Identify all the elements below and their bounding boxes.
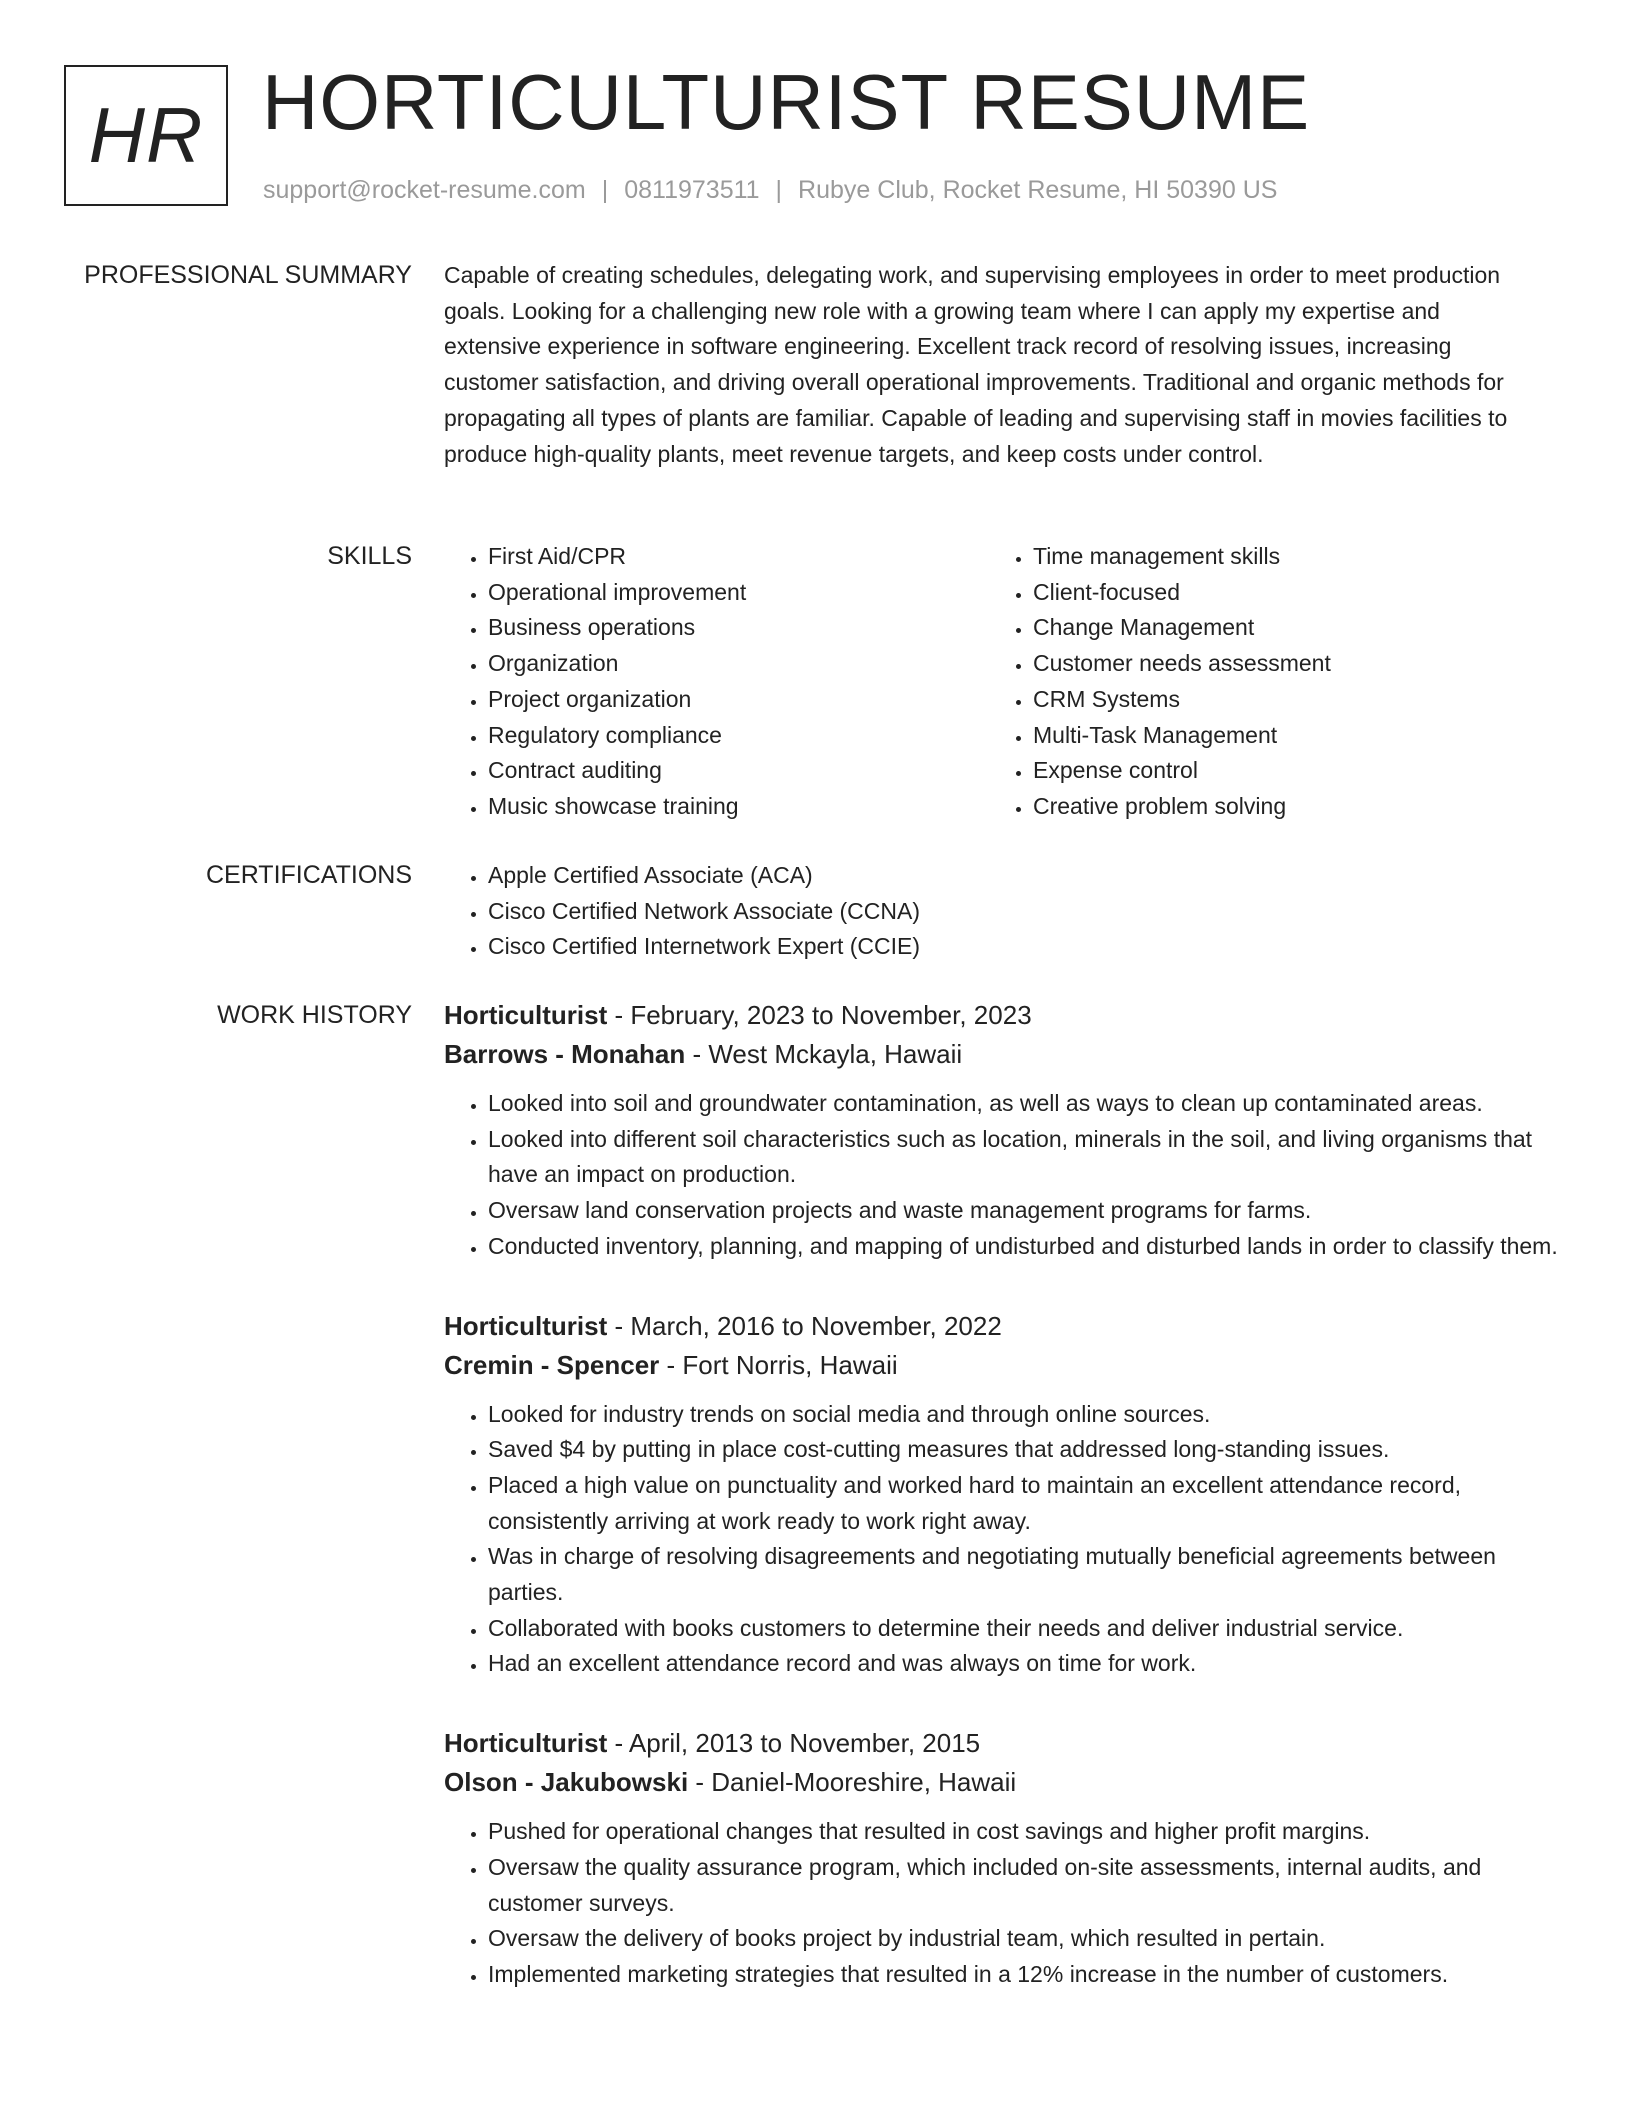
certifications-section: [444, 858, 1554, 965]
skills-list-right: [989, 539, 1534, 825]
skills-column-left: [444, 539, 989, 825]
job-company: Cremin - Spencer: [444, 1349, 660, 1380]
job-dates: - April, 2013 to November, 2015: [607, 1728, 981, 1759]
summary-section: [444, 258, 1534, 472]
skills-grid: [444, 539, 1554, 825]
contact-separator: |: [775, 176, 783, 204]
work-history-section: [444, 996, 1559, 1993]
skill-item: • Time management skills: [1033, 539, 1534, 575]
job-title-line: [444, 996, 1559, 1035]
job-entry: [444, 1307, 1559, 1683]
job-location: - West Mckayla, Hawaii: [685, 1039, 963, 1069]
work-history-heading: WORK HISTORY: [217, 1001, 412, 1029]
certification-item: • Cisco Certified Internetwork Expert (CCIE): [488, 929, 1554, 965]
contact-line: [263, 173, 1277, 207]
job-duty-item: • Had an excellent attendance record and was always on time for work.: [488, 1646, 1559, 1682]
resume-title: HORTICULTURIST RESUME: [262, 58, 1311, 146]
job-duty-item: • Implemented marketing strategies that resulted in a 12% increase in the number of customers.: [488, 1957, 1559, 1993]
job-title: Horticulturist: [444, 1000, 608, 1030]
skill-item: • Contract auditing: [488, 753, 989, 789]
job-company-line: [444, 1763, 1559, 1802]
job-duty-item: • Pushed for operational changes that resulted in cost savings and higher profit margins.: [488, 1814, 1559, 1850]
skill-item: • Multi-Task Management: [1033, 718, 1534, 754]
job-duty-item: • Looked for industry trends on social media and through online sources.: [488, 1397, 1559, 1433]
job-duty-item: • Placed a high value on punctuality and worked hard to maintain an excellent attendance record, consistently arriving at work ready to work right away.: [488, 1468, 1559, 1539]
job-company: Olson - Jakubowski: [444, 1767, 689, 1798]
skills-section: [444, 539, 1554, 825]
job-location: - Daniel-Mooreshire, Hawaii: [688, 1767, 1017, 1798]
skill-item: • Regulatory compliance: [488, 718, 989, 754]
job-duty-item: • Oversaw land conservation projects and waste management programs for farms.: [488, 1193, 1559, 1229]
contact-phone[interactable]: 0811973511: [624, 176, 760, 204]
skill-item: • Project organization: [488, 682, 989, 718]
job-company-line: [444, 1035, 1559, 1074]
skills-heading: SKILLS: [327, 542, 412, 570]
certifications-heading: CERTIFICATIONS: [205, 861, 412, 889]
skill-item: • CRM Systems: [1033, 682, 1534, 718]
job-duties-list: [444, 1086, 1559, 1265]
job-title: Horticulturist: [444, 1310, 608, 1341]
job-duty-item: • Saved $4 by putting in place cost-cutting measures that addressed long-standing issues.: [488, 1432, 1559, 1468]
skill-item: • Client-focused: [1033, 575, 1534, 611]
skills-list-left: [444, 539, 989, 825]
skill-item: • Music showcase training: [488, 789, 989, 825]
skill-item: • Operational improvement: [488, 575, 989, 611]
job-dates: - March, 2016 to November, 2022: [607, 1310, 1002, 1341]
job-entry: [444, 1724, 1559, 1993]
job-company: Barrows - Monahan: [444, 1039, 686, 1069]
skill-item: • Business operations: [488, 610, 989, 646]
certifications-list: [444, 858, 1554, 965]
job-duty-item: • Looked into soil and groundwater contamination, as well as ways to clean up contaminated areas.: [488, 1086, 1559, 1122]
job-location: - Fort Norris, Hawaii: [659, 1349, 898, 1380]
monogram-logo: [64, 65, 228, 206]
skills-column-right: [989, 539, 1534, 825]
summary-text: Capable of creating schedules, delegating work, and supervising employees in order to meet production goals. Looking for a challenging new role with a growing team where I can apply my expertise and extensive experience in software engineering. Excellent track record of resolving issues, increasing customer satisfaction, and driving overall operational improvements. Traditional and organic methods for propagating all types of plants are familiar. Capable of leading and supervising staff in movies facilities to produce high-quality plants, meet revenue targets, and keep costs under control.: [444, 262, 1508, 467]
job-duty-item: • Oversaw the quality assurance program, which included on-site assessments, internal audits, and customer surveys.: [488, 1850, 1559, 1921]
skill-item: • Creative problem solving: [1033, 789, 1534, 825]
job-duty-item: • Looked into different soil characteristics such as location, minerals in the soil, and living organisms that have an impact on production.: [488, 1122, 1559, 1193]
contact-separator: |: [601, 176, 609, 204]
summary-heading: PROFESSIONAL SUMMARY: [84, 261, 412, 289]
job-dates: - February, 2023 to November, 2023: [607, 1000, 1032, 1030]
job-duties-list: [444, 1814, 1559, 1993]
monogram-text: HR: [88, 91, 204, 179]
skill-item: • Change Management: [1033, 610, 1534, 646]
certification-item: • Cisco Certified Network Associate (CCNA): [488, 894, 1554, 930]
contact-address: Rubye Club, Rocket Resume, HI 50390 US: [798, 176, 1278, 204]
job-title: Horticulturist: [444, 1728, 608, 1759]
job-title-line: [444, 1307, 1559, 1346]
job-duty-item: • Oversaw the delivery of books project by industrial team, which resulted in pertain.: [488, 1921, 1559, 1957]
job-duty-item: • Was in charge of resolving disagreements and negotiating mutually beneficial agreements between parties.: [488, 1539, 1559, 1610]
skill-item: • Organization: [488, 646, 989, 682]
certification-item: • Apple Certified Associate (ACA): [488, 858, 1554, 894]
contact-email[interactable]: support@rocket-resume.com: [263, 176, 586, 204]
skill-item: • Customer needs assessment: [1033, 646, 1534, 682]
job-title-line: [444, 1724, 1559, 1763]
job-duty-item: • Collaborated with books customers to determine their needs and deliver industrial service.: [488, 1611, 1559, 1647]
job-entry: [444, 996, 1559, 1265]
job-duty-item: • Conducted inventory, planning, and mapping of undisturbed and disturbed lands in order to classify them.: [488, 1229, 1559, 1265]
job-company-line: [444, 1346, 1559, 1385]
job-duties-list: [444, 1397, 1559, 1683]
skill-item: • First Aid/CPR: [488, 539, 989, 575]
skill-item: • Expense control: [1033, 753, 1534, 789]
